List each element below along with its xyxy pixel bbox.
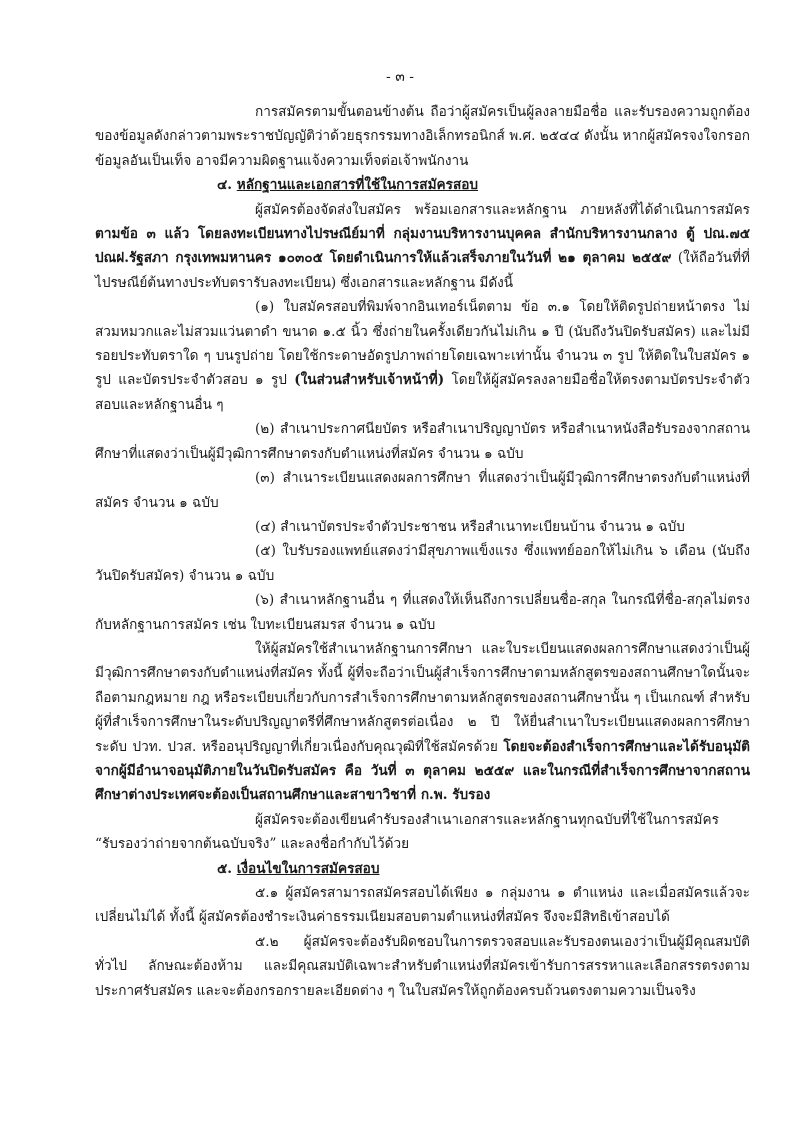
section-4-item-1-bold: (ในส่วนสำหรับเจ้าหน้าที่) xyxy=(294,372,445,389)
section-4-item-5: (๕) ใบรับรองแพทย์แสดงว่ามีสุขภาพแข็งแรง ซึ่งแพทย์ออกให้ไม่เกิน ๖ เดือน (นับถึงวันปิดรับสมัคร) จำนวน ๑ ฉบับ xyxy=(95,543,750,584)
section-4-p1-bold-b: ปณฝ.รัฐสภา กรุงเทพมหานคร ๑๐๓๐๕ โดยดำเนินการให้แล้วเสร็จภายในวันที่ ๒๑ ตุลาคม ๒๕๕๙ xyxy=(95,250,672,267)
document-body xyxy=(95,100,750,1003)
section-4-item-3: (๓) สำเนาระเบียนแสดงผลการศึกษา ที่แสดงว่าเป็นผู้มีวุฒิการศึกษาตรงกับตำแหน่งที่สมัคร จำนวน ๑ ฉบับ xyxy=(95,470,750,511)
section-4-item-1-text-a: (๑) ใบสมัครสอบที่พิมพ์จากอินเทอร์เน็ตตาม ข้อ ๓.๑ โดยให้ติดรูปถ่ายหน้าตรง ไม่สวมหมวกและไม่สวมแว่นตาดำ ขนาด ๑.๕ นิ้ว ซึ่งถ่ายในครั้งเดียวกันไม่เกิน ๑ ปี (นับถึงวันปิดรับสมัคร) และไม่มีรอยประทับตราใด ๆ บนรูปถ่าย โดยใช้กระดาษอัดรูปภาพถ่ายโดยเฉพาะเท่านั้น จำนวน ๓ รูป ให้ติดในใบสมัคร ๑ รูป และบัตรประจำตัวสอบ ๑ รูป xyxy=(95,299,750,389)
section-4-p1-text-b: (ให้ถือวันที่ที่ไปรษณีย์ต้นทางประทับตรารับลงทะเบียน) ซึ่งเอกสารและหลักฐาน มีดังนี้ xyxy=(95,250,750,291)
section-4-p1-text-a: ผู้สมัครต้องจัดส่งใบสมัคร พร้อมเอกสารและหลักฐาน ภายหลังที่ได้ดำเนินการสมัคร xyxy=(255,201,750,218)
section-4-p3-text-a: ผู้สมัครจะต้องเขียนคำรับรองสำเนาเอกสารและหลักฐานทุกฉบับที่ใช้ในการสมัคร xyxy=(255,811,719,828)
section-4-item-6: (๖) สำเนาหลักฐานอื่น ๆ ที่แสดงให้เห็นถึงการเปลี่ยนชื่อ-สกุล ในกรณีที่ชื่อ-สกุลไม่ตรงกับหลักฐานการสมัคร เช่น ใบทะเบียนสมรส จำนวน ๑ ฉบับ xyxy=(95,592,750,633)
section-4-paragraph-1 xyxy=(95,198,750,296)
section-4-p2-bold: โดยจะต้องสำเร็จการศึกษาและได้รับอนุมัติจากผู้มีอำนาจอนุมัติภายในวันปิดรับสมัคร คือ วันที่ ๓ ตุลาคม ๒๕๕๙ และในกรณีที่สำเร็จการศึกษาจากสถานศึกษาต่างประเทศจะต้องเป็นสถานศึกษาและสาขาวิชาที่ ก.พ. รับรอง xyxy=(95,738,750,804)
section-4-heading xyxy=(95,173,750,197)
intro-paragraph: การสมัครตามขั้นตอนข้างต้น ถือว่าผู้สมัครเป็นผู้ลงลายมือชื่อ และรับรองความถูกต้องของข้อมูลดังกล่าวตามพระราชบัญญัติว่าด้วยธุรกรรมทางอิเล็กทรอนิกส์ พ.ศ. ๒๕๔๔ ดังนั้น หากผู้สมัครจงใจกรอกข้อมูลอันเป็นเท็จ อาจมีความผิดฐานแจ้งความเท็จต่อเจ้าพนักงาน xyxy=(95,104,750,169)
section-5-item-1: ๕.๑ ผู้สมัครสามารถสมัครสอบได้เพียง ๑ กลุ่มงาน ๑ ตำแหน่ง และเมื่อสมัครแล้วจะเปลี่ยนไม่ได้ ทั้งนี้ ผู้สมัครต้องชำระเงินค่าธรรมเนียมสอบตามตำแหน่งที่สมัคร จึงจะมีสิทธิเข้าสอบได้ xyxy=(95,885,750,926)
section-4-title: หลักฐานและเอกสารที่ใช้ในการสมัครสอบ xyxy=(236,177,479,194)
section-4-p3-text-b: “รับรองว่าถ่ายจากต้นฉบับจริง” และลงชื่อกำกับไว้ด้วย xyxy=(95,836,410,853)
section-4-p2-text: ให้ผู้สมัครใช้สำเนาหลักฐานการศึกษา และใบระเบียนแสดงผลการศึกษาแสดงว่าเป็นผู้มีวุฒิการศึกษาตรงกับตำแหน่งที่สมัคร ทั้งนี้ ผู้ที่จะถือว่าเป็นผู้สำเร็จการศึกษาตามหลักสูตรของสถานศึกษาใดนั้นจะถือตามกฎหมาย กฎ หรือระเบียบเกี่ยวกับการสำเร็จการศึกษาตามหลักสูตรของสถานศึกษานั้น ๆ เป็นเกณฑ์ สำหรับผู้ที่สำเร็จการศึกษาในระดับปริญญาตรีที่ศึกษาหลักสูตรต่อเนื่อง ๒ ปี ให้ยื่นสำเนาใบระเบียนแสดงผลการศึกษาระดับ ปวท. ปวส. หรืออนุปริญญาที่เกี่ยวเนื่องกับคุณวุฒิที่ใช้สมัครด้วย xyxy=(95,640,750,755)
section-5-title: เงื่อนไขในการสมัครสอบ xyxy=(236,860,380,877)
section-4-item-2: (๒) สำเนาประกาศนียบัตร หรือสำเนาปริญญาบัตร หรือสำเนาหนังสือรับรองจากสถานศึกษาที่แสดงว่าเป็นผู้มีวุฒิการศึกษาตรงกับตำแหน่งที่สมัคร จำนวน ๑ ฉบับ xyxy=(95,421,750,462)
section-4-item-1-text-b: โดยให้ผู้สมัครลงลายมือชื่อให้ตรงตามบัตรประจำตัวสอบและหลักฐานอื่น ๆ xyxy=(95,372,750,413)
section-4-paragraph-2 xyxy=(95,637,750,808)
section-5-item-2: ๕.๒ ผู้สมัครจะต้องรับผิดชอบในการตรวจสอบและรับรองตนเองว่าเป็นผู้มีคุณสมบัติทั่วไป ลักษณะต้องห้าม และมีคุณสมบัติเฉพาะสำหรับตำแหน่งที่สมัครเข้ารับการสรรหาและเลือกสรรตรงตามประกาศรับสมัคร และจะต้องกรอกรายละเอียดต่าง ๆ ในใบสมัครให้ถูกต้องครบถ้วนตรงตามความเป็นจริง xyxy=(95,933,750,999)
page-number: - ๓ - xyxy=(386,69,414,85)
section-5-heading xyxy=(95,857,750,881)
section-4-item-1 xyxy=(95,295,750,417)
section-4-number: ๔. xyxy=(217,177,233,194)
section-4-item-4: (๔) สำเนาบัตรประจำตัวประชาชน หรือสำเนาทะเบียนบ้าน จำนวน ๑ ฉบับ xyxy=(255,518,685,535)
section-4-p1-bold-a: ตามข้อ ๓ แล้ว โดยลงทะเบียนทางไปรษณีย์มาที่ กลุ่มงานบริหารงานบุคคล สำนักบริหารงานกลาง ตู้ ปณ.๗๕ xyxy=(95,226,750,243)
section-5-number: ๕. xyxy=(217,860,233,877)
section-4-paragraph-3 xyxy=(95,808,750,857)
